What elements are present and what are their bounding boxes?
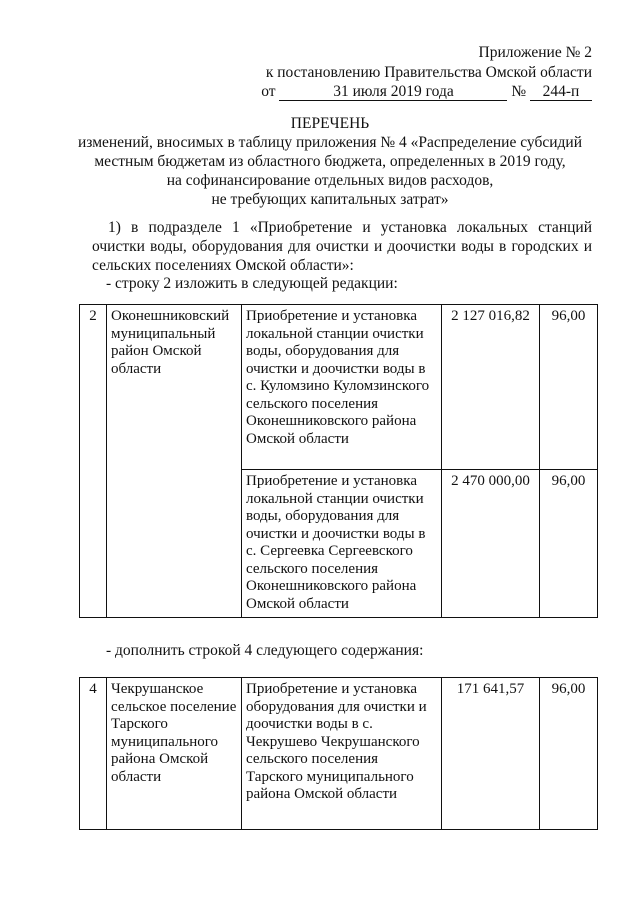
- amount-cell: 2 470 000,00: [442, 470, 540, 618]
- municipality-cell: Чекрушанское сельское поселение Тарского муниципального района Омской области: [107, 678, 242, 830]
- row-number-cell: 2: [80, 305, 107, 618]
- title-line-4: не требующих капитальных затрат»: [211, 191, 449, 208]
- resolution-date: 31 июля 2019 года: [279, 84, 507, 101]
- percent-cell: 96,00: [540, 470, 598, 618]
- document-title: ПЕРЕЧЕНЬ: [290, 115, 370, 132]
- amount-cell: 2 127 016,82: [442, 305, 540, 470]
- section-2-instruction: - дополнить строкой 4 следующего содержания:: [106, 642, 424, 659]
- row-number-cell: 4: [80, 678, 107, 830]
- from-label: от: [261, 83, 276, 100]
- resolution-date-line: [261, 83, 592, 101]
- description-cell: Приобретение и установка локальной станции очистки воды, оборудования для очистки и доочистки воды в с. Куломзино Куломзинского сельского поселения Оконешниковского района Омской области: [242, 305, 442, 470]
- percent-cell: 96,00: [540, 678, 598, 830]
- title-line-1: изменений, вносимых в таблицу приложения № 4 «Распределение субсидий: [78, 134, 582, 151]
- table-row: [80, 305, 598, 470]
- resolution-number: 244-п: [530, 84, 592, 101]
- appendix-label: Приложение № 2: [478, 44, 592, 61]
- table-row-2: [79, 304, 598, 618]
- title-line-2: местным бюджетам из областного бюджета, определенных в 2019 году,: [94, 153, 566, 170]
- table-row-4: [79, 677, 598, 830]
- section-1-intro: 1) в подразделе 1 «Приобретение и установка локальных станций очистки воды, оборудования для очистки и доочистки воды в городских и сельских поселениях Омской области»:: [92, 219, 592, 274]
- description-cell: Приобретение и установка локальной станции очистки воды, оборудования для очистки и доочистки воды в с. Сергеевка Сергеевского сельского поселения Оконешниковского района Омской области: [242, 470, 442, 618]
- description-cell: Приобретение и установка оборудования для очистки и доочистки воды в с. Чекрушево Чекрушанского сельского поселения Тарского муниципального района Омской области: [242, 678, 442, 830]
- section-1-instruction: - строку 2 изложить в следующей редакции:: [106, 275, 398, 292]
- table-row: [80, 678, 598, 830]
- percent-cell: 96,00: [540, 305, 598, 470]
- amount-cell: 171 641,57: [442, 678, 540, 830]
- municipality-cell: Оконешниковский муниципальный район Омской области: [107, 305, 242, 618]
- number-label: №: [511, 83, 527, 100]
- title-line-3: на софинансирование отдельных видов расходов,: [166, 172, 494, 189]
- resolution-reference: к постановлению Правительства Омской области: [265, 64, 592, 81]
